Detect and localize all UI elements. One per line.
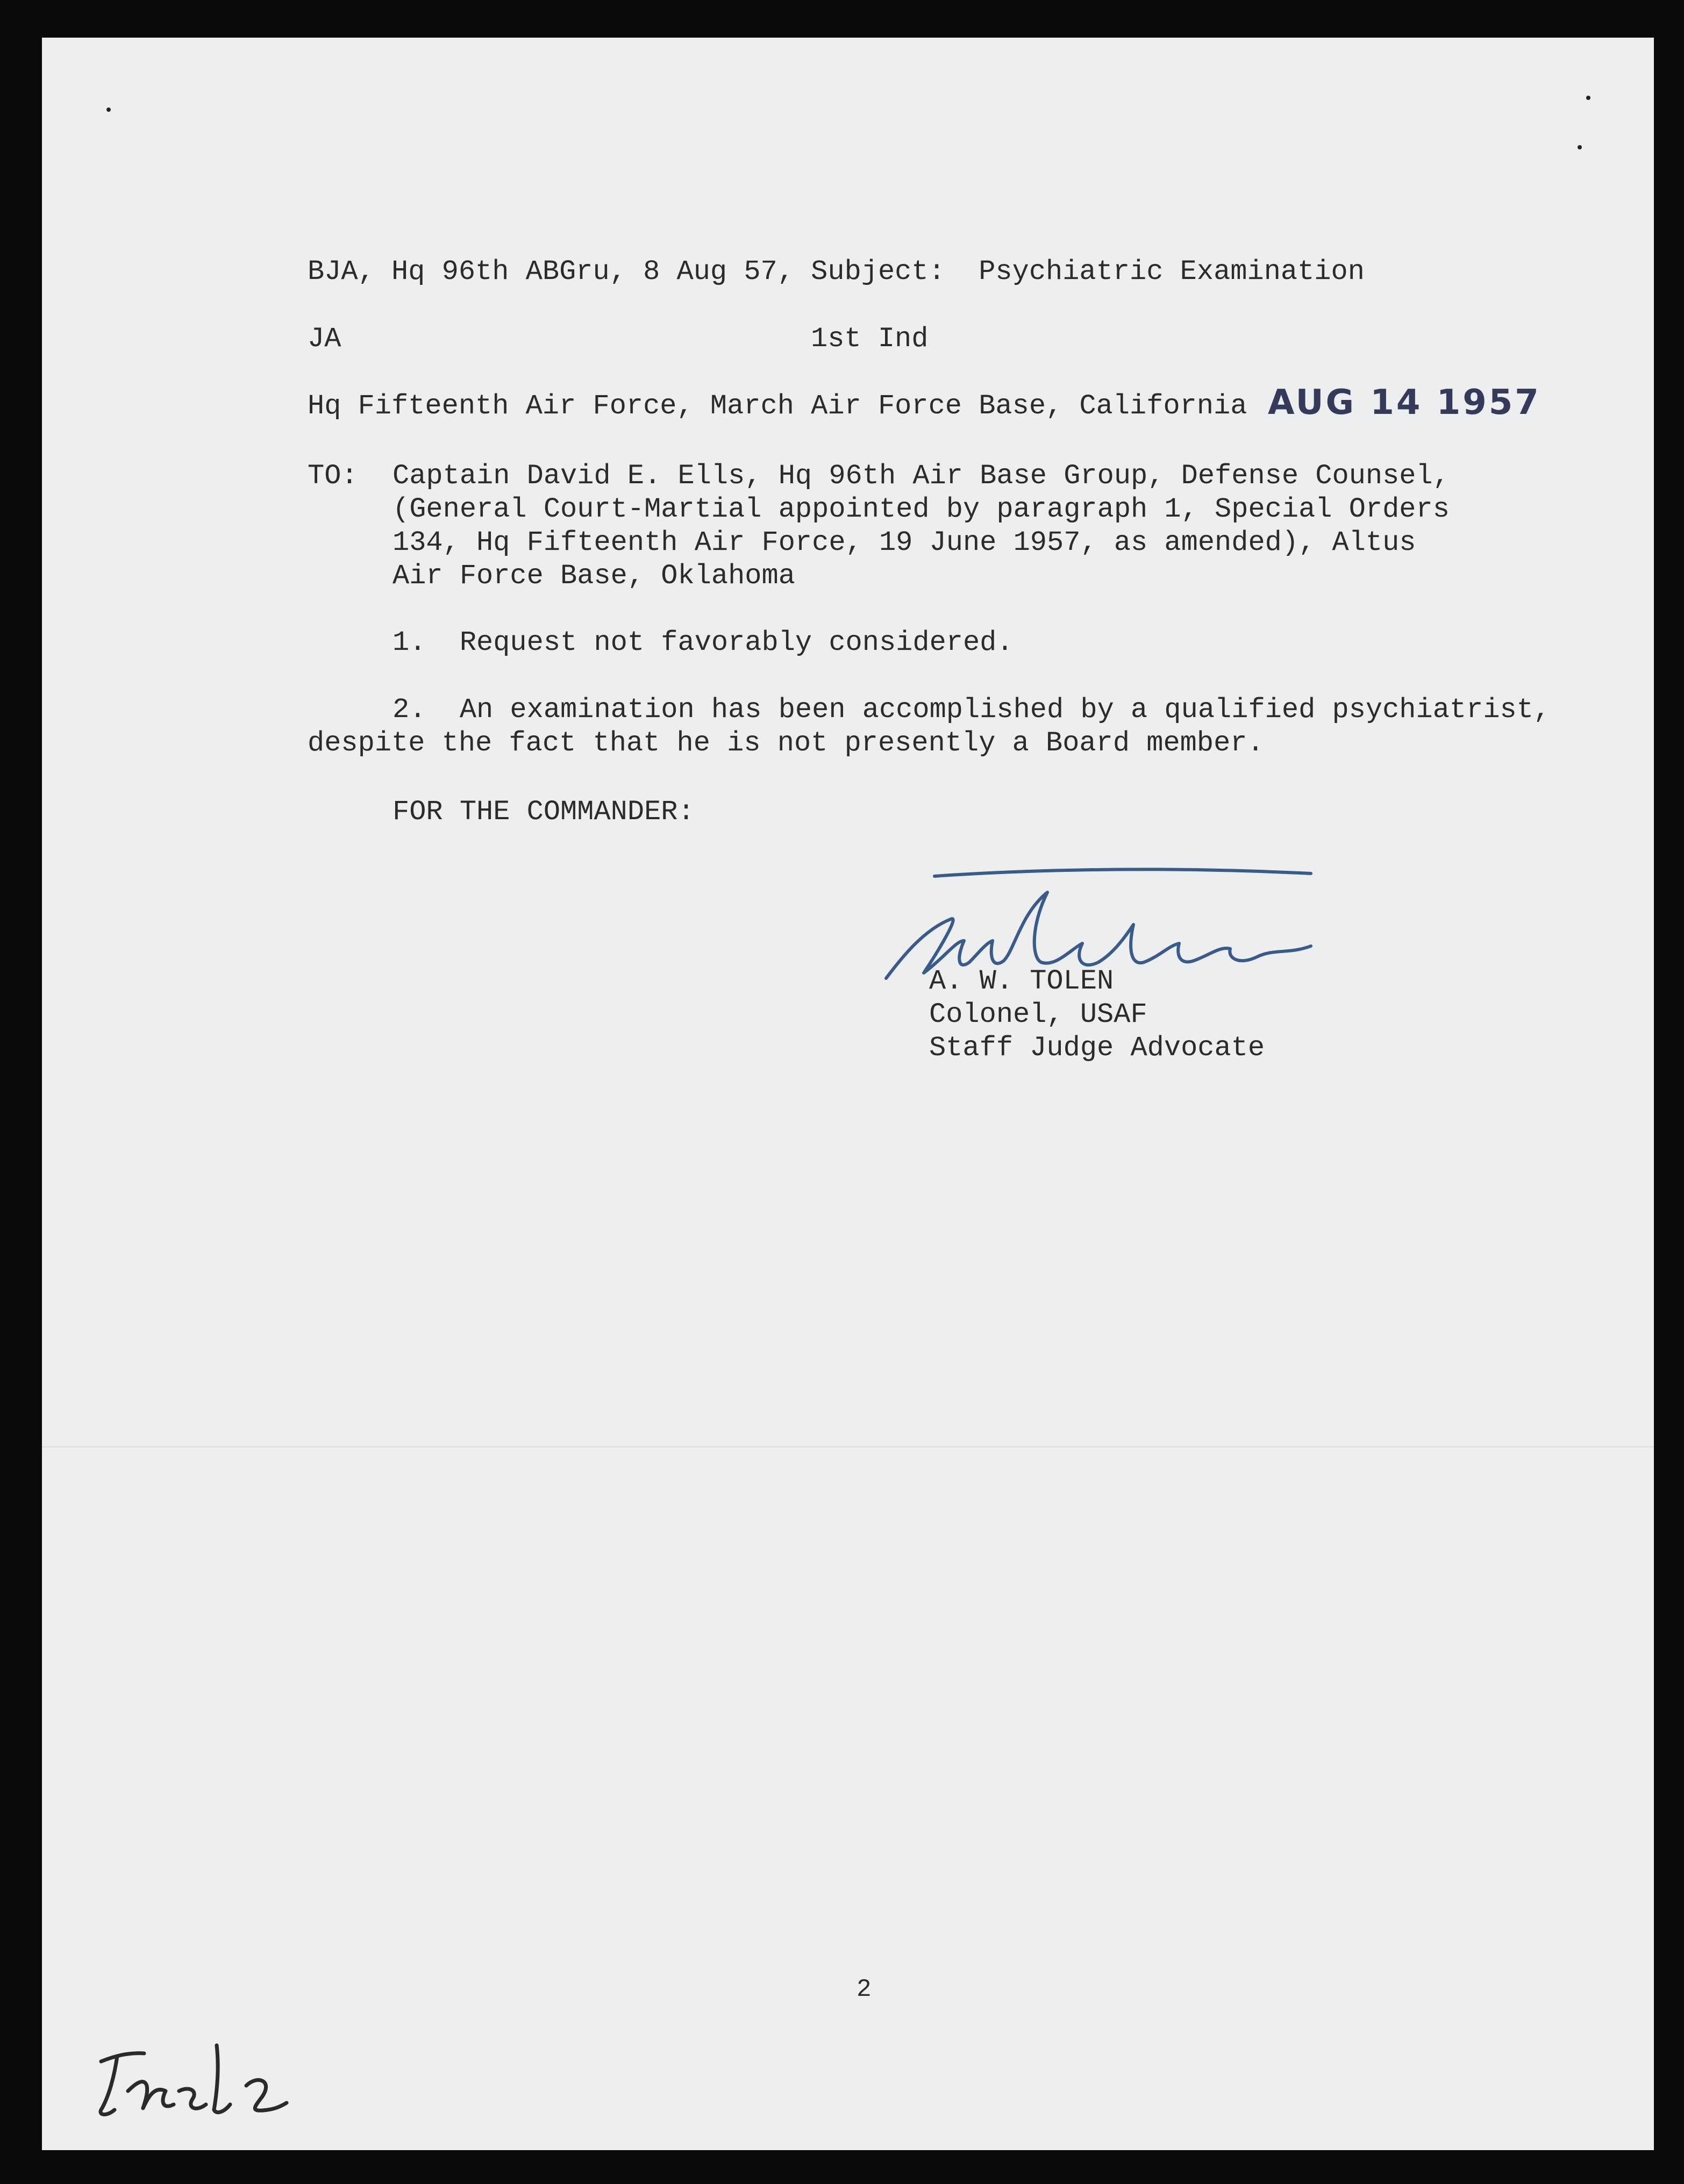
paragraph-2-line: 2. An examination has been accomplished by a qualified psychiatrist,	[393, 694, 1551, 726]
addressee-line: Captain David E. Ells, Hq 96th Air Base Group, Defense Counsel,	[393, 460, 1450, 492]
to-label: TO:	[308, 460, 358, 492]
fold-line	[42, 1446, 1654, 1448]
signer-title: Staff Judge Advocate	[929, 1032, 1265, 1064]
from-line: Hq Fifteenth Air Force, March Air Force Base, California	[308, 390, 1247, 422]
signer-rank: Colonel, USAF	[929, 999, 1147, 1030]
document-page	[42, 38, 1654, 2150]
indorsement-number: 1st Ind	[811, 323, 929, 355]
handwritten-note	[85, 2010, 300, 2129]
subject-line: BJA, Hq 96th ABGru, 8 Aug 57, Subject: Psychiatric Examination	[308, 256, 1365, 288]
addressee-line: Air Force Base, Oklahoma	[393, 560, 795, 592]
paragraph-2-line: despite the fact that he is not presently a Board member.	[308, 727, 1264, 759]
paragraph-1: 1. Request not favorably considered.	[393, 627, 1014, 658]
signer-name: A. W. TOLEN	[929, 965, 1114, 997]
paper-speck	[1578, 145, 1582, 149]
paper-speck	[1586, 96, 1590, 100]
closing-line: FOR THE COMMANDER:	[393, 796, 695, 828]
paper-speck	[106, 108, 111, 112]
office-code: JA	[308, 323, 341, 355]
page-number: 2	[857, 1975, 872, 2003]
addressee-line: (General Court-Martial appointed by paragraph 1, Special Orders	[393, 493, 1450, 525]
date-stamp: AUG 14 1957	[1268, 383, 1541, 423]
addressee-line: 134, Hq Fifteenth Air Force, 19 June 1957, as amended), Altus	[393, 527, 1416, 558]
